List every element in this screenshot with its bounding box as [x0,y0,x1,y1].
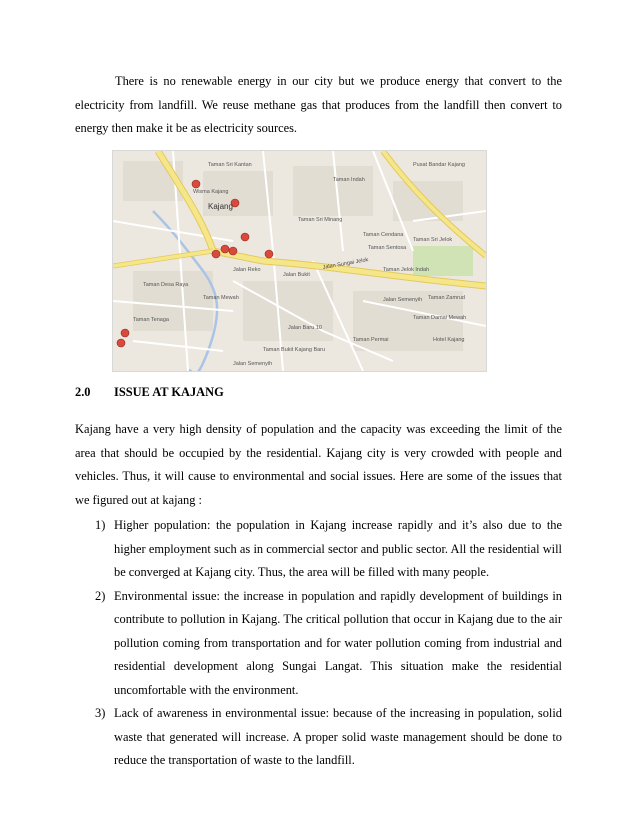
section-number: 2.0 [75,385,91,399]
map-label-jalan-semenyih-2: Jalan Semenyih [233,361,273,367]
map-label-taman-sri-minang: Taman Sri Minang [298,217,343,223]
list-item-text: Lack of awareness in environmental issue: because of the increasing in population, solid waste that generated will increase. A proper solid waste management should be done to reduce the transportation of waste to the landfill. [114,706,562,767]
map-label-taman-indah: Taman Indah [333,177,365,183]
list-item [95,702,562,773]
kajang-map [112,150,487,372]
map-label-taman-desa-raya: Taman Desa Raya [143,282,189,288]
map-label-kajang: Kajang [208,202,233,211]
list-item-text: Higher population: the population in Kajang increase rapidly and it’s also due to the higher employment such as in commercial sector and public sector. All the residential will be converged at Kajang city. Thus, the area will be filled with many people. [114,518,562,579]
map-pin [121,329,129,337]
map-pin [117,339,125,347]
issues-list [95,514,562,773]
map-label-taman-kantan: Taman Sri Kantan [208,162,252,168]
map-pin [241,233,249,241]
map-label-taman-cendana: Taman Cendana [363,232,404,238]
map-pin [212,250,220,258]
map-label-taman-damai-mewah: Taman Damai Mewah [413,315,467,321]
map-label-jalan-bukit: Jalan Bukit [283,272,310,278]
map-label-jalan-sungai-jelok: Jalan Sungai Jelok [322,257,369,271]
map-label-taman-sentosa: Taman Sentosa [368,245,407,251]
list-marker: 3) [95,706,106,720]
map-label-hotel-kajang: Hotel Kajang [433,337,465,343]
map-label-jalan-semenyih: Jalan Semenyih [383,297,423,303]
body-paragraph: Kajang have a very high density of population and the capacity was exceeding the limit of the area that should be occupied by the residential. Kajang city is very crowded with people and vehicles. Thus, it will cause to environmental and social issues. Here are some of the issues that we figured out at kajang : [75,422,562,507]
map-pin [265,250,273,258]
map-label-taman-jelok-indah: Taman Jelok Indah [383,267,430,273]
map-label-wisma-kajang: Wisma Kajang [193,189,229,195]
list-marker: 2) [95,588,106,603]
map-pin [192,180,200,188]
map-pin [229,247,237,255]
map-label-jalan-reko: Jalan Reko [233,267,261,273]
section-heading [75,385,224,400]
map-label-taman-zamrud: Taman Zamrud [428,295,465,301]
intro-paragraph: There is no renewable energy in our city but we produce energy that convert to the electricity from landfill. We reuse methane gas that produces from the landfill then convert to energy then make it be as electricity sources. [75,74,562,135]
map-pin [221,245,229,253]
list-item [95,514,562,585]
list-item [95,585,562,703]
section-title: ISSUE AT KAJANG [114,385,224,399]
map-label-taman-permai: Taman Permai [353,337,389,343]
list-marker: 1) [95,518,106,532]
map-label-taman-sri-jelok: Taman Sri Jelok [413,237,453,243]
map-label-taman-tenaga: Taman Tenaga [133,317,169,323]
map-label-jalan-baru-10: Jalan Baru 10 [288,325,322,331]
map-graphic [113,151,486,371]
map-label-taman-mewah: Taman Mewah [203,295,239,301]
map-label-pusat-bandar: Pusat Bandar Kajang [413,162,465,168]
map-label-taman-bukit-kajang-baru: Taman Bukit Kajang Baru [263,347,326,353]
list-item-text: Environmental issue: the increase in population and rapidly development of buildings in contribute to pollution in Kajang. The critical pollution that occur in Kajang due to the air pollution coming from transportation and for water pollution coming from industrial and residential development along Sungai Langat. This situation make the residential uncomfortable with the environment. [114,588,562,697]
